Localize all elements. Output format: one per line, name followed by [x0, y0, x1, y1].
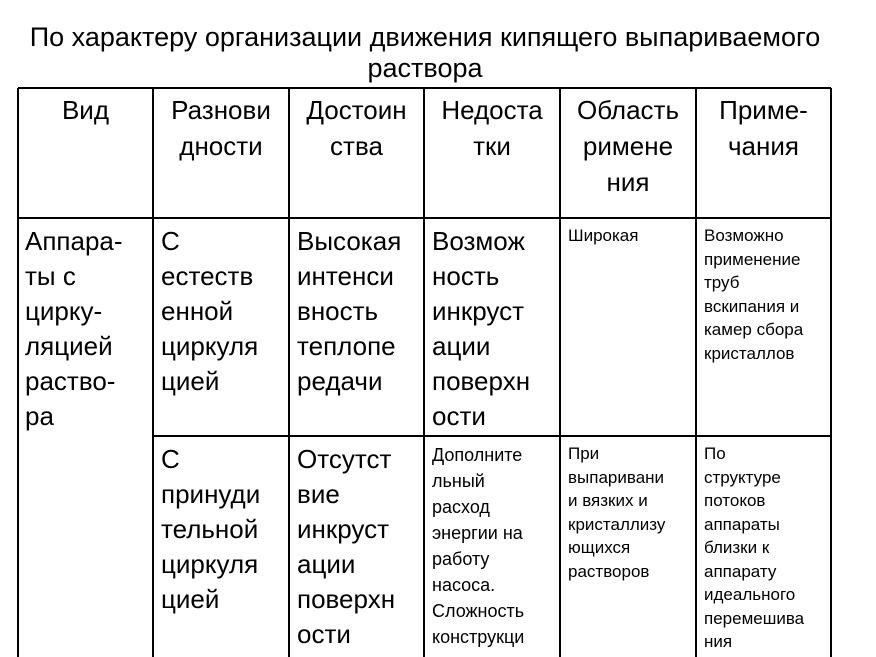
header-kind: Вид: [61, 95, 110, 125]
header-application: Область римене ния: [576, 95, 680, 197]
header-notes: Приме- чания: [719, 95, 808, 161]
cell-kind: Аппара- ты с цирку- ляцией раство- ра: [25, 226, 123, 431]
header-varieties: Разнови дности: [171, 95, 271, 161]
row2-variety: С принуди тельной циркуля цией: [161, 444, 261, 614]
row1-notes: Возможно применение труб вскипания и камер сбора кристаллов: [704, 226, 804, 363]
row1-variety: С естеств енной циркуля цией: [161, 226, 259, 396]
row1-disadvantages: Возмож ность инкруст ации поверхн ости: [432, 226, 531, 431]
row2-notes: По структуре потоков аппараты близки к аппарату идеального перемешива ния: [704, 444, 805, 651]
row1-application: Широкая: [568, 226, 639, 245]
row2-advantages: Отсутст вие инкруст ации поверхн ости: [297, 444, 396, 649]
row2-disadvantages: Дополните льный расход энергии на работу насоса. Сложность конструкци: [432, 445, 525, 647]
header-advantages: Достоин ства: [306, 95, 407, 161]
slide-title: По характеру организации движения кипящего выпариваемого раствора: [29, 22, 821, 83]
header-disadvantages: Недоста тки: [441, 95, 543, 161]
row1-advantages: Высокая интенси вность теплопе редачи: [297, 226, 402, 396]
row2-application: При выпаривани и вязких и кристаллизу ющихся растворов: [568, 444, 666, 581]
